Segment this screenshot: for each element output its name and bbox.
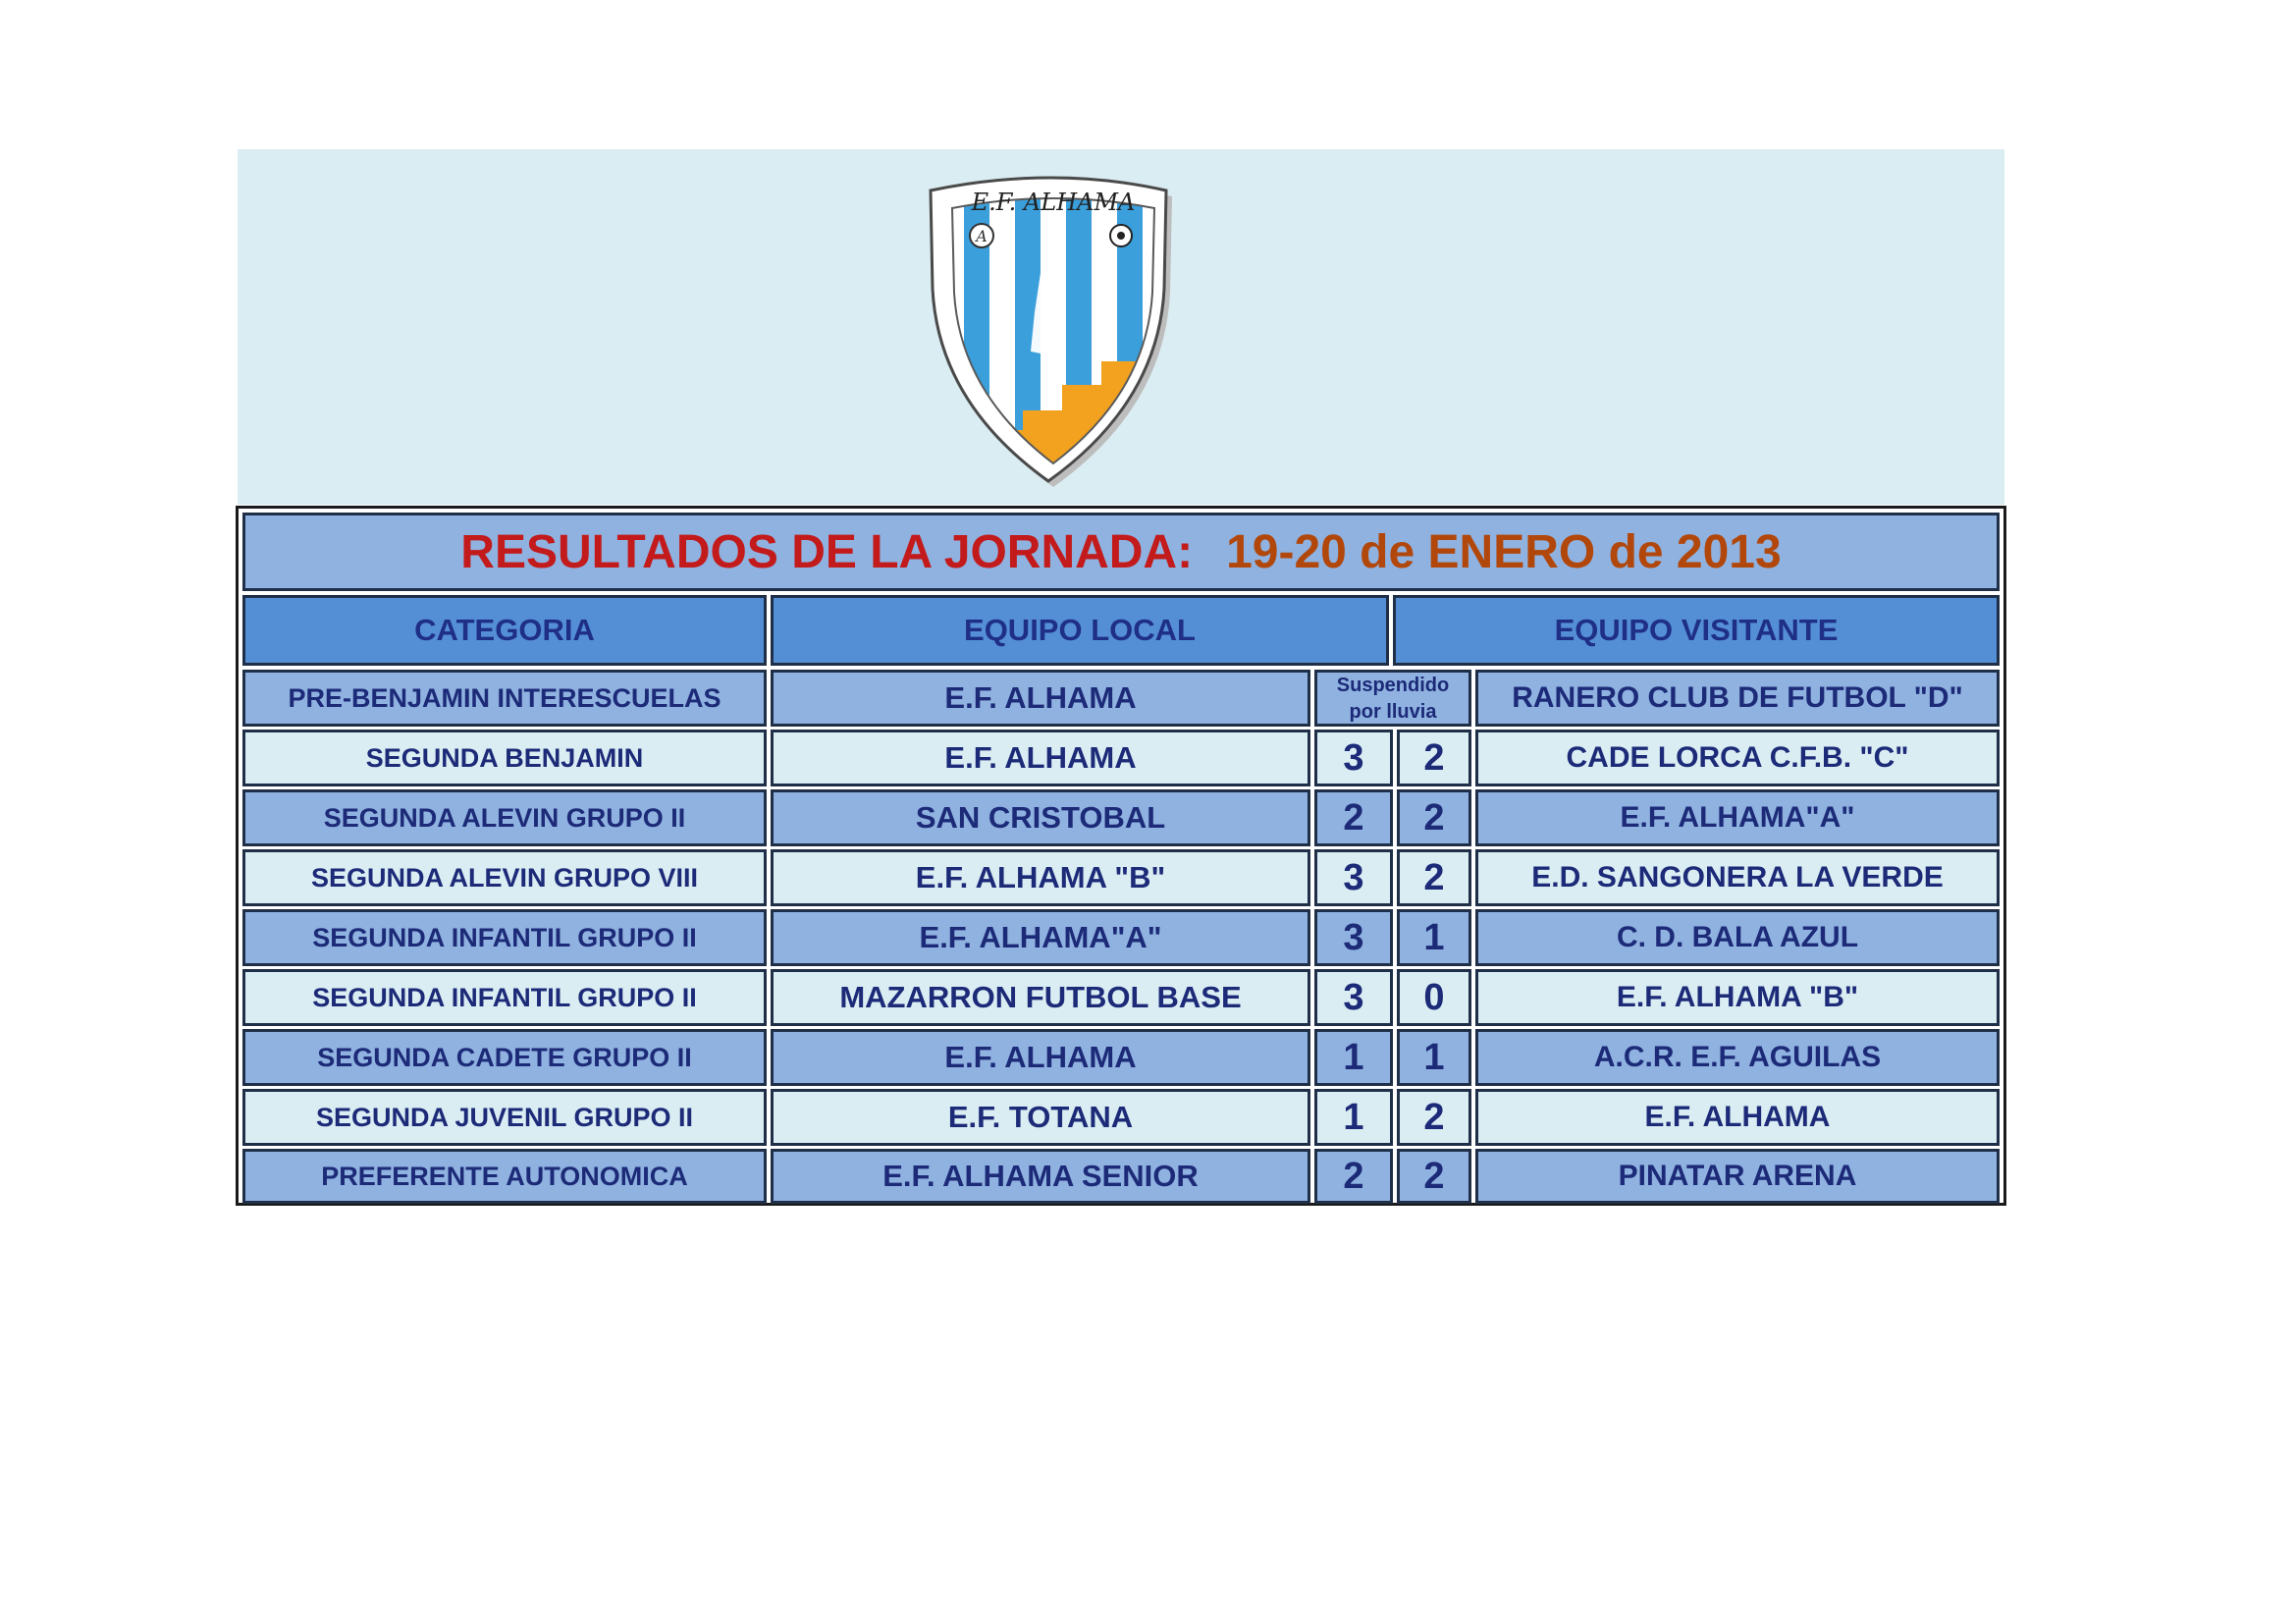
title-main: RESULTADOS DE LA JORNADA: xyxy=(460,525,1194,578)
match-category: SEGUNDA INFANTIL GRUPO II xyxy=(242,909,767,966)
match-away-score: 2 xyxy=(1397,849,1471,906)
match-local-team: SAN CRISTOBAL xyxy=(771,789,1310,846)
suspended-line1: Suspendido xyxy=(1336,675,1450,696)
header-visitor: EQUIPO VISITANTE xyxy=(1393,595,2000,666)
match-away-score: 2 xyxy=(1397,730,1471,786)
match-local-team: E.F. TOTANA xyxy=(771,1089,1310,1146)
match-local-team: E.F. ALHAMA xyxy=(771,670,1310,727)
match-visitor-team: RANERO CLUB DE FUTBOL "D" xyxy=(1475,670,2000,727)
match-away-score: 2 xyxy=(1397,1149,1471,1204)
match-away-score: 1 xyxy=(1397,909,1471,966)
match-home-score: 3 xyxy=(1314,969,1393,1026)
match-category: SEGUNDA ALEVIN GRUPO II xyxy=(242,789,767,846)
crest-text: E.F. ALHAMA xyxy=(971,189,1136,216)
match-away-score: 2 xyxy=(1397,789,1471,846)
header-local: EQUIPO LOCAL xyxy=(771,595,1389,666)
match-home-score: 3 xyxy=(1314,909,1393,966)
match-local-team: MAZARRON FUTBOL BASE xyxy=(771,969,1310,1026)
match-away-score: 2 xyxy=(1397,1089,1471,1146)
match-home-score: 1 xyxy=(1314,1089,1393,1146)
match-category: SEGUNDA CADETE GRUPO II xyxy=(242,1029,767,1086)
match-visitor-team: E.F. ALHAMA"A" xyxy=(1475,789,2000,846)
suspended-line2: por lluvia xyxy=(1349,701,1437,723)
match-home-score: 2 xyxy=(1314,1149,1393,1204)
match-category: PREFERENTE AUTONOMICA xyxy=(242,1149,767,1204)
match-local-team: E.F. ALHAMA "B" xyxy=(771,849,1310,906)
match-visitor-team: E.D. SANGONERA LA VERDE xyxy=(1475,849,2000,906)
match-visitor-team: A.C.R. E.F. AGUILAS xyxy=(1475,1029,2000,1086)
match-category: SEGUNDA BENJAMIN xyxy=(242,730,767,786)
match-local-team: E.F. ALHAMA"A" xyxy=(771,909,1310,966)
match-category: SEGUNDA INFANTIL GRUPO II xyxy=(242,969,767,1026)
results-table xyxy=(236,506,2006,1206)
match-visitor-team: C. D. BALA AZUL xyxy=(1475,909,2000,966)
match-local-team: E.F. ALHAMA SENIOR xyxy=(771,1149,1310,1204)
match-visitor-team: PINATAR ARENA xyxy=(1475,1149,2000,1204)
match-category: SEGUNDA ALEVIN GRUPO VIII xyxy=(242,849,767,906)
match-local-team: E.F. ALHAMA xyxy=(771,1029,1310,1086)
match-home-score: 2 xyxy=(1314,789,1393,846)
match-home-score: 3 xyxy=(1314,849,1393,906)
match-visitor-team: E.F. ALHAMA xyxy=(1475,1089,2000,1146)
match-away-score: 1 xyxy=(1397,1029,1471,1086)
match-visitor-team: CADE LORCA C.F.B. "C" xyxy=(1475,730,2000,786)
match-home-score: 3 xyxy=(1314,730,1393,786)
match-local-team: E.F. ALHAMA xyxy=(771,730,1310,786)
match-away-score: 0 xyxy=(1397,969,1471,1026)
header-category: CATEGORIA xyxy=(242,595,767,666)
club-crest-logo xyxy=(925,175,1182,491)
title-date: 19-20 de ENERO de 2013 xyxy=(1226,525,1782,578)
match-home-score: 1 xyxy=(1314,1029,1393,1086)
crest-letter: A xyxy=(976,227,988,245)
match-visitor-team: E.F. ALHAMA "B" xyxy=(1475,969,2000,1026)
match-suspended-note xyxy=(1314,670,1471,727)
match-category: SEGUNDA JUVENIL GRUPO II xyxy=(242,1089,767,1146)
match-category: PRE-BENJAMIN INTERESCUELAS xyxy=(242,670,767,727)
results-title xyxy=(242,513,2000,591)
